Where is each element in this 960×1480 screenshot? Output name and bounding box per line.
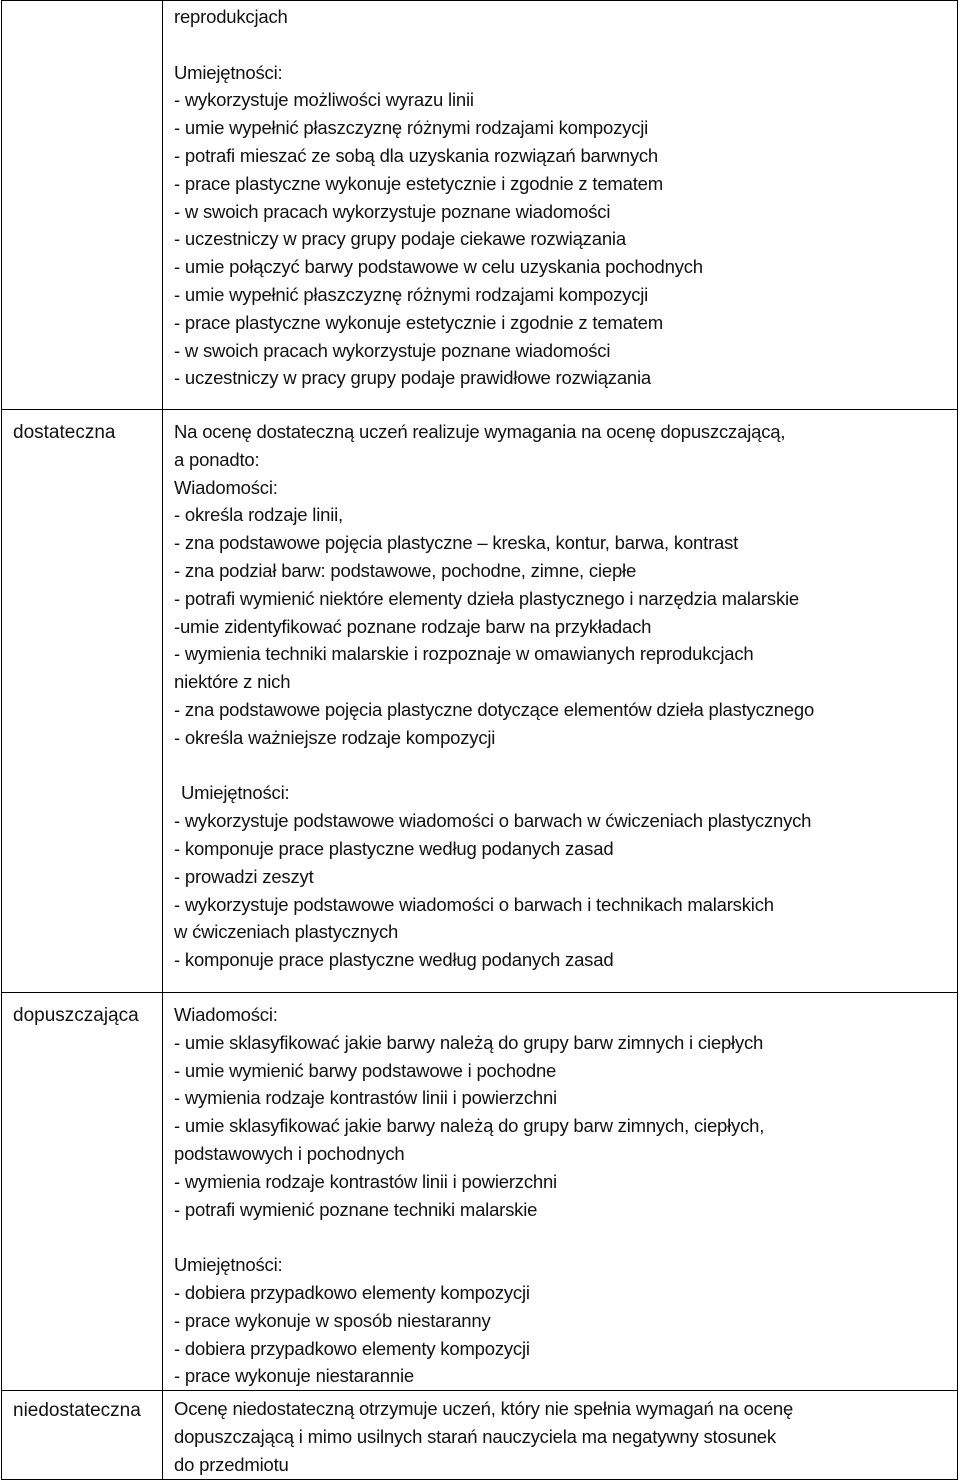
text-line: - wymienia rodzaje kontrastów linii i powierzchni — [174, 1087, 557, 1109]
text-line: - prace wykonuje w sposób niestaranny — [174, 1309, 491, 1331]
requirements-text — [163, 1391, 957, 1478]
requirements-text — [163, 1, 957, 392]
text-line: - wymienia techniki malarskie i rozpoznaje w omawianych reprodukcjach — [174, 643, 754, 665]
text-line: Na ocenę dostateczną uczeń realizuje wymagania na ocenę dopuszczającą, — [174, 421, 786, 442]
text-line: dopuszczającą i mimo usilnych starań nauczyciela ma negatywny stosunek — [174, 1425, 776, 1447]
table-row — [2, 1, 958, 410]
text-line: - zna podział barw: podstawowe, pochodne, zimne, ciepłe — [174, 559, 637, 581]
table-row — [2, 410, 958, 993]
text-line: - dobiera przypadkowo elementy kompozycji — [174, 1337, 530, 1359]
grade-label — [2, 1, 162, 10]
text-line: do przedmiotu — [174, 1453, 289, 1475]
requirements-cell — [163, 1391, 958, 1479]
requirements-text — [163, 410, 957, 974]
text-line: - potrafi wymienić poznane techniki malarskie — [174, 1198, 538, 1220]
grade-requirements-table — [1, 0, 958, 1480]
text-line: - określa ważniejsze rodzaje kompozycji — [174, 726, 496, 748]
section-heading-skills: Umiejętności: — [174, 61, 283, 83]
text-line: -umie zidentyfikować poznane rodzaje barw na przykładach — [174, 615, 652, 637]
text-line: reprodukcjach — [174, 6, 288, 27]
text-line: niektóre z nich — [174, 671, 291, 693]
text-line: - uczestniczy w pracy grupy podaje ciekawe rozwiązania — [174, 228, 626, 250]
text-line: - umie wypełnić płaszczyznę różnymi rodzajami kompozycji — [174, 117, 649, 139]
text-line: - komponuje prace plastyczne według podanych zasad — [174, 949, 614, 971]
text-line: - wykorzystuje podstawowe wiadomości o barwach i technikach malarskich — [174, 893, 774, 915]
requirements-cell — [163, 410, 958, 993]
text-line: - umie wymienić barwy podstawowe i pochodne — [174, 1059, 557, 1081]
section-heading-knowledge: Wiadomości: — [174, 1004, 278, 1025]
grade-cell — [2, 993, 163, 1391]
text-line: - zna podstawowe pojęcia plastyczne dotyczące elementów dzieła plastycznego — [174, 698, 815, 720]
text-line: - umie sklasyfikować jakie barwy należą do grupy barw zimnych, ciepłych, — [174, 1115, 765, 1137]
text-line: - w swoich pracach wykorzystuje poznane wiadomości — [174, 339, 611, 361]
grade-cell — [2, 1391, 163, 1479]
text-line: - uczestniczy w pracy grupy podaje prawidłowe rozwiązania — [174, 367, 652, 389]
text-line: - dobiera przypadkowo elementy kompozycji — [174, 1281, 530, 1303]
text-line: - umie sklasyfikować jakie barwy należą do grupy barw zimnych i ciepłych — [174, 1031, 764, 1053]
text-line: - wykorzystuje podstawowe wiadomości o barwach w ćwiczeniach plastycznych — [174, 810, 812, 832]
text-line: a ponadto: — [174, 448, 260, 470]
text-line: - określa rodzaje linii, — [174, 504, 343, 526]
grade-label: dostateczna — [13, 422, 116, 443]
text-line: - prace plastyczne wykonuje estetycznie i zgodnie z tematem — [174, 172, 663, 194]
section-heading-skills: Umiejętności: — [174, 1254, 283, 1276]
text-line: - prace wykonuje niestarannie — [174, 1365, 414, 1387]
text-line: Ocenę niedostateczną otrzymuje uczeń, który nie spełnia wymagań na ocenę — [174, 1398, 794, 1420]
text-line: - prowadzi zeszyt — [174, 865, 314, 887]
text-line: - wymienia rodzaje kontrastów linii i powierzchni — [174, 1170, 557, 1192]
table-row — [2, 1391, 958, 1479]
text-line: - zna podstawowe pojęcia plastyczne – kreska, kontur, barwa, kontrast — [174, 532, 739, 554]
text-line: - komponuje prace plastyczne według podanych zasad — [174, 837, 614, 859]
requirements-cell — [163, 993, 958, 1391]
text-line: - w swoich pracach wykorzystuje poznane wiadomości — [174, 200, 611, 222]
text-line: podstawowych i pochodnych — [174, 1142, 405, 1164]
text-line: - potrafi mieszać ze sobą dla uzyskania rozwiązań barwnych — [174, 144, 659, 166]
table-row — [2, 993, 958, 1391]
text-line: - umie połączyć barwy podstawowe w celu uzyskania pochodnych — [174, 256, 703, 278]
grade-cell — [2, 1, 163, 410]
text-line: - umie wypełnić płaszczyznę różnymi rodzajami kompozycji — [174, 283, 649, 305]
text-line: - prace plastyczne wykonuje estetycznie i zgodnie z tematem — [174, 311, 663, 333]
grade-cell — [2, 410, 163, 993]
text-line: - wykorzystuje możliwości wyrazu linii — [174, 89, 474, 111]
section-heading-knowledge: Wiadomości: — [174, 476, 278, 498]
grade-label: dopuszczająca — [13, 1005, 139, 1026]
requirements-cell — [163, 1, 958, 410]
text-line: w ćwiczeniach plastycznych — [174, 921, 399, 943]
requirements-text — [163, 993, 957, 1390]
section-heading-skills: Umiejętności: — [181, 782, 290, 804]
grade-label: niedostateczna — [13, 1400, 141, 1422]
text-line: - potrafi wymienić niektóre elementy dzieła plastycznego i narzędzia malarskie — [174, 587, 799, 609]
